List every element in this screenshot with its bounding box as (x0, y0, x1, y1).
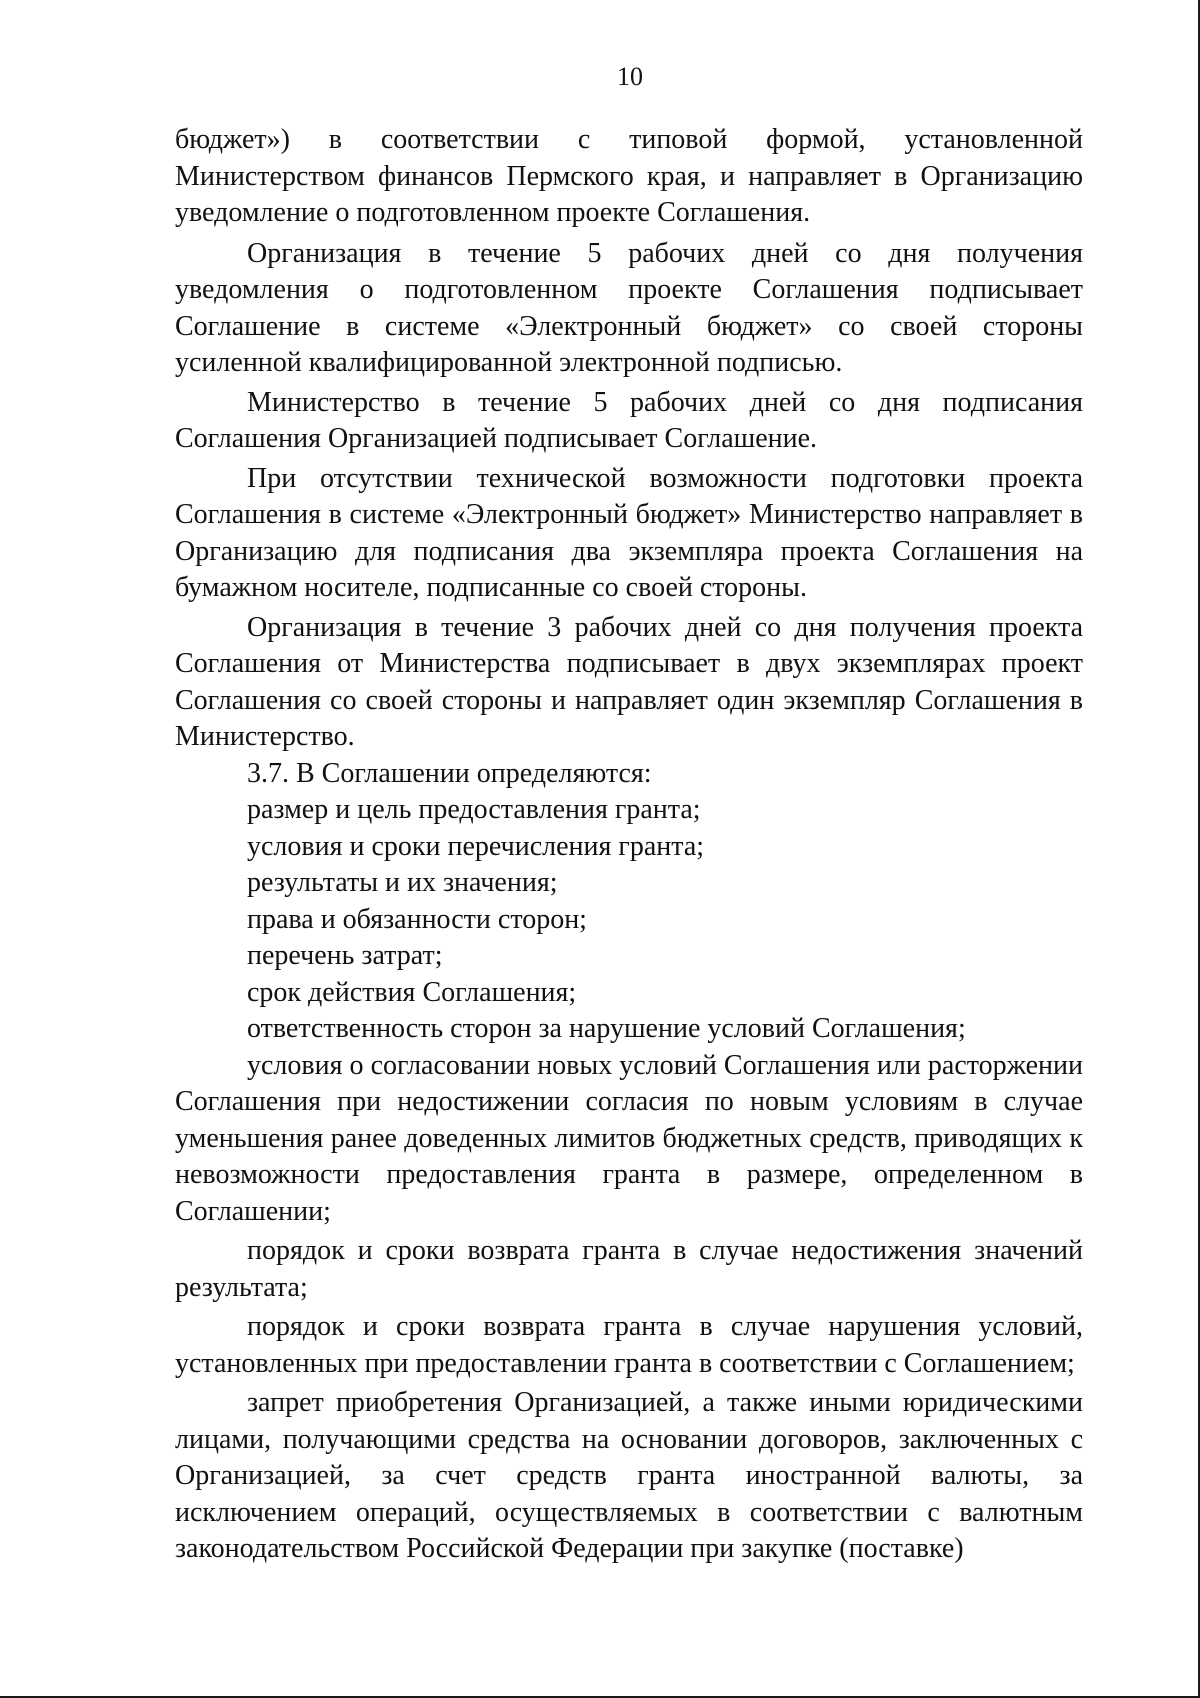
list-item: права и обязанности сторон; (247, 903, 587, 935)
section-heading: 3.7. В Соглашении определяются: (247, 757, 652, 789)
list-item: условия и сроки перечисления гранта; (247, 830, 705, 862)
list-item: ответственность сторон за нарушение условий Соглашения; (247, 1013, 966, 1044)
list-item: условия о согласовании новых условий Соглашения или расторжении Соглашения при недостижении согласия по новым условиям в случае уменьшения ранее доведенных лимитов бюджетных средств, приводящих к невозможности предоставления гранта в размере, определенном в Соглашении; (175, 1049, 1083, 1227)
list-item: запрет приобретения Организацией, а также иными юридическими лицами, получающими средства на основании договоров, заключенных с Организацией, за счет средств гранта иностранной валюты, за исключением операций, осуществляемых в соответствии с валютным законодательством Российской Федерации при закупке (поставке) (175, 1387, 1083, 1564)
list-item: размер и цель предоставления гранта; (247, 794, 701, 825)
list-item: срок действия Соглашения; (247, 976, 577, 1008)
list-item: порядок и сроки возврата гранта в случае недостижения значений результата; (175, 1235, 1083, 1303)
list-item: порядок и сроки возврата гранта в случае нарушения условий, установленных при предоставлении гранта в соответствии с Соглашением; (175, 1311, 1083, 1379)
paragraph: Министерство в течение 5 рабочих дней со дня подписания Соглашения Организацией подписывает Соглашение. (175, 386, 1083, 454)
list-item: перечень затрат; (247, 940, 443, 971)
list-item: результаты и их значения; (247, 867, 558, 898)
document-body (175, 122, 1083, 1568)
paragraph-continuation: бюджет») в соответствии с типовой формой, установленной Министерством финансов Пермского края, и направляет в Организацию уведомление о подготовленном проекте Соглашения. (175, 124, 1083, 228)
paragraph: При отсутствии технической возможности подготовки проекта Соглашения в системе «Электронный бюджет» Министерство направляет в Организацию для подписания два экземпляра проекта Соглашения на бумажном носителе, подписанные со своей стороны. (175, 462, 1083, 603)
paragraph: Организация в течение 5 рабочих дней со дня получения уведомления о подготовленном проекте Соглашения подписывает Соглашение в системе «Электронный бюджет» со своей стороны усиленной квалифицированной электронной подписью. (175, 237, 1083, 378)
paragraph: Организация в течение 3 рабочих дней со дня получения проекта Соглашения от Министерства подписывает в двух экземплярах проект Соглашения со своей стороны и направляет один экземпляр Соглашения в Министерство. (175, 611, 1083, 752)
page-number: 10 (617, 62, 643, 91)
